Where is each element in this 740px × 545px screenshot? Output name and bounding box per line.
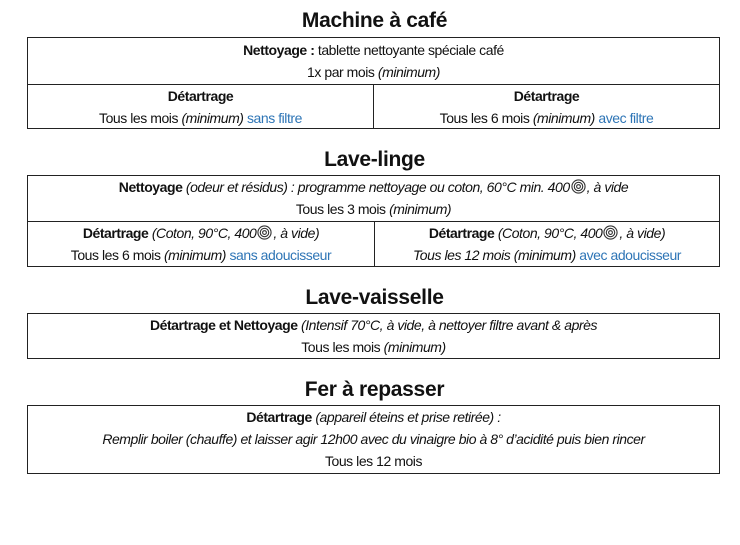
desc-suffix: , à vide) (619, 225, 666, 241)
spin-speed-icon (257, 225, 272, 240)
spin-speed-icon (571, 179, 586, 194)
table-fer-a-repasser (27, 405, 720, 474)
cell-detartrage-sans-adoucisseur (28, 222, 374, 267)
cell-nettoyage (28, 38, 719, 84)
freq: Tous les 12 mois (324, 453, 423, 469)
freq: Tous les mois (301, 339, 381, 355)
table-machine-a-cafe (27, 37, 720, 129)
row-detartrage (28, 84, 719, 129)
freq-nettoyage: 1x par mois (307, 64, 375, 80)
freq-note: (minimum) (377, 64, 440, 80)
freq-note: (minimum) (383, 339, 446, 355)
label-detartrage: Détartrage (428, 225, 495, 241)
row-detartrage (28, 221, 719, 267)
label-nettoyage: Nettoyage (118, 179, 183, 195)
desc: (Coton, 90°C, 400 (151, 225, 257, 241)
section-title-fer-a-repasser: Fer à repasser (304, 378, 445, 401)
row-nettoyage (28, 38, 719, 84)
condition: avec adoucisseur (579, 247, 682, 263)
cell-nettoyage (28, 176, 719, 221)
instructions: Remplir boiler (chauffe) et laisser agir 12h00 avec du vinaigre bio à 8° d’acidité puis bien rincer (102, 431, 645, 447)
table-lave-linge (27, 175, 720, 267)
freq-note: (minimum) (163, 247, 227, 263)
row-detartrage-nettoyage (28, 314, 719, 358)
table-lave-vaisselle (27, 313, 720, 359)
freq: Tous les 6 mois (70, 247, 161, 263)
desc-suffix: , à vide (586, 179, 629, 195)
desc: (appareil éteins et prise retirée) : (315, 409, 501, 425)
freq: Tous les 3 mois (295, 201, 386, 217)
condition: sans adoucisseur (229, 247, 332, 263)
label-detartrage: Détartrage (82, 225, 149, 241)
cell-detartrage-sans-filtre (28, 85, 373, 129)
desc: (Intensif 70°C, à vide, à nettoyer filtre avant & après (301, 317, 598, 333)
condition: avec filtre (598, 110, 654, 126)
freq: Tous les mois (99, 110, 179, 126)
desc: (Coton, 90°C, 400 (497, 225, 603, 241)
spin-speed-icon (603, 225, 618, 240)
freq-note: (minimum) (389, 201, 452, 217)
section-title-lave-linge: Lave-linge (324, 148, 425, 171)
label-detartrage: Détartrage (246, 409, 312, 425)
row-nettoyage (28, 176, 719, 221)
label-detartrage-nettoyage: Détartrage et Nettoyage (149, 317, 298, 333)
section-title-lave-vaisselle: Lave-vaisselle (305, 286, 444, 309)
desc-suffix: , à vide) (273, 225, 320, 241)
desc-nettoyage: (odeur et résidus) : programme nettoyage ou coton, 60°C min. 400 (185, 179, 570, 195)
freq: Tous les 12 mois (minimum) (412, 247, 576, 263)
label-detartrage: Détartrage (513, 88, 580, 104)
freq: Tous les 6 mois (439, 110, 530, 126)
freq-note: (minimum) (181, 110, 244, 126)
label-nettoyage: Nettoyage : (243, 42, 315, 58)
label-detartrage: Détartrage (167, 88, 234, 104)
section-title-machine-a-cafe: Machine à café (301, 9, 448, 32)
cell-detartrage-avec-filtre (373, 85, 719, 129)
desc-nettoyage: tablette nettoyante spéciale café (317, 42, 504, 58)
cell-detartrage-avec-adoucisseur (374, 222, 719, 267)
cell-detartrage (28, 406, 719, 473)
cell-detartrage-nettoyage (28, 314, 719, 358)
freq-note: (minimum) (532, 110, 595, 126)
condition: sans filtre (246, 110, 302, 126)
row-detartrage (28, 406, 719, 473)
